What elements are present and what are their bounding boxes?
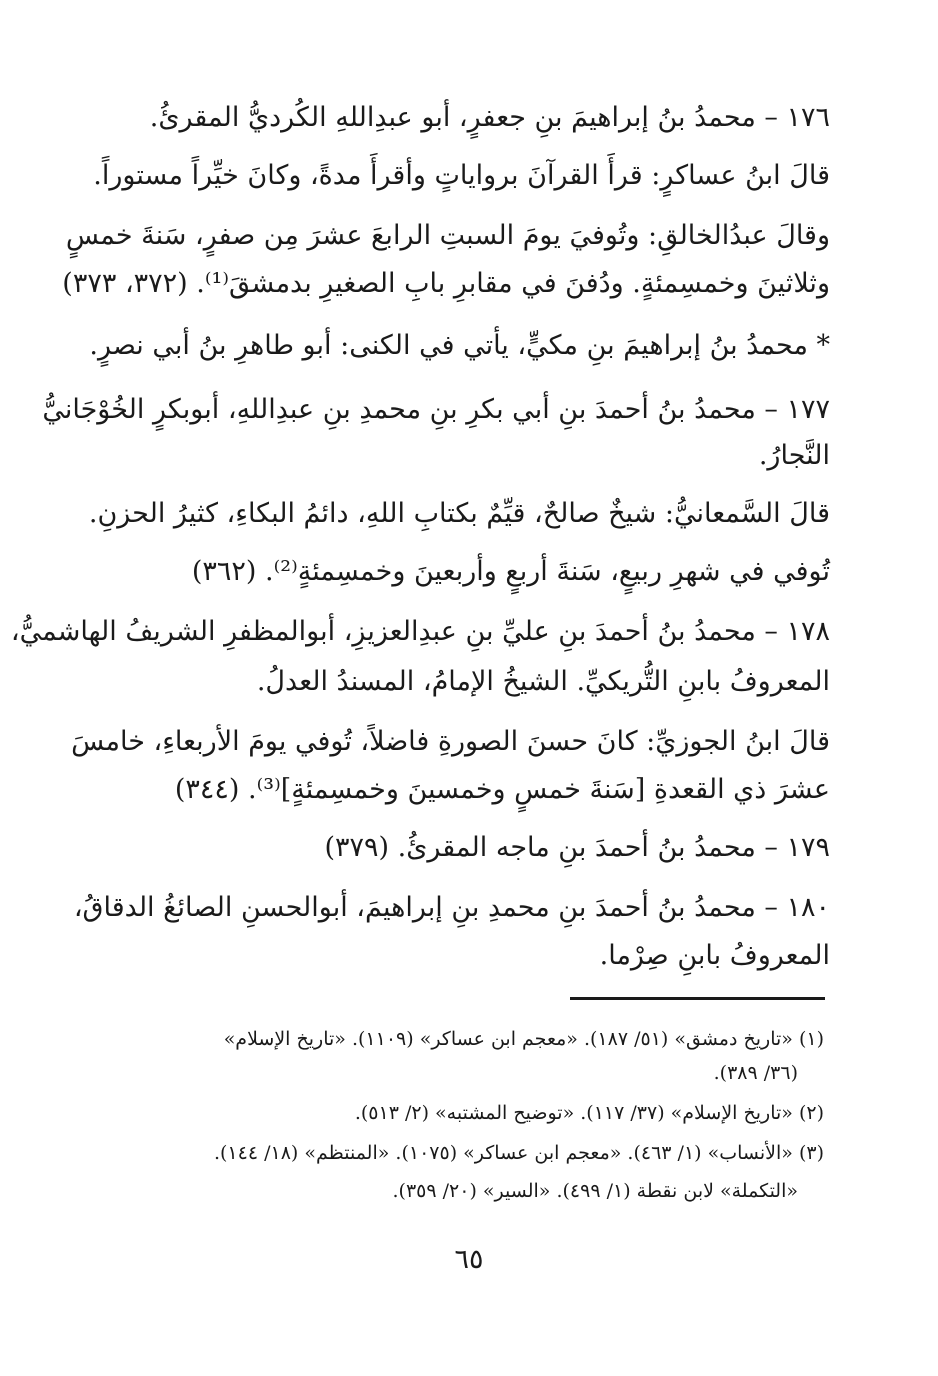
entry-178-ibn-al-jawzi: قالَ ابنُ الجوزيِّ: كانَ حسنَ الصورةِ فاضلاً، تُوفي يومَ الأربعاءِ، خامسَ (71, 726, 830, 757)
footnote-2: (٢) «تاريخ الإسلام» (٣٧/ ١١٧). «توضيح المشتبه» (٢/ ٥١٣). (354, 1102, 824, 1124)
entry-177-heading-cont: النَّجارُ. (758, 440, 830, 471)
entry-179-heading: ١٧٩ – محمدُ بنُ أحمدَ بنِ ماجه المقرئُ. (٣٧٩) (324, 832, 830, 863)
entry-178-death: عشرَ ذي القعدةِ [سَنةَ خمسٍ وخمسينَ وخمسِمئةٍ]⁽³⁾. (٣٤٤) (174, 774, 830, 805)
footnote-3: (٣) «الأنساب» (١/ ٤٦٣). «معجم ابن عساكر» (١٠٧٥). «المنتظم» (١٨/ ١٤٤). (213, 1142, 824, 1164)
entry-178-heading: ١٧٨ – محمدُ بنُ أحمدَ بنِ عليِّ بنِ عبدِالعزيزِ، أبوالمظفرِ الشريفُ الهاشميُّ، (10, 616, 830, 647)
footnote-separator (570, 997, 825, 1000)
entry-176-ibn-asakir: قالَ ابنُ عساكرٍ: قرأَ القرآنَ برواياتٍ وأقرأَ مدةً، وكانَ خيِّراً مستوراً. (93, 160, 830, 191)
entry-176-abd-al-khaliq: وقالَ عبدُالخالقِ: وتُوفيَ يومَ السبتِ الرابعَ عشرَ مِن صفرٍ، سَنةَ خمسٍ (65, 220, 830, 251)
entry-178-heading-cont: المعروفُ بابنِ التُّريكيِّ. الشيخُ الإمامُ، المسندُ العدلُ. (256, 666, 830, 697)
footnote-1: (١) «تاريخ دمشق» (٥١/ ١٨٧). «معجم ابن عساكر» (١١٠٩). «تاريخ الإسلام» (223, 1028, 824, 1050)
entry-177-heading: ١٧٧ – محمدُ بنُ أحمدَ بنِ أبي بكرِ بنِ محمدِ بنِ عبدِاللهِ، أبوبكرٍ الخُوْجَانيُّ (42, 394, 830, 425)
entry-177-death: تُوفي في شهرِ ربيعٍ، سَنةَ أربعٍ وأربعينَ وخمسِمئةٍ⁽²⁾. (٣٦٢) (191, 556, 830, 587)
entry-180-heading-cont: المعروفُ بابنِ صِرْما. (599, 940, 830, 971)
footnote-1-cont: (٣٦/ ٣٨٩). (713, 1062, 798, 1084)
cross-reference-note: * محمدُ بنُ إبراهيمَ بنِ مكيٍّ، يأتي في الكنى: أبو طاهرِ بنُ أبي نصرٍ. (89, 330, 830, 361)
entry-177-samani: قالَ السَّمعانيُّ: شيخٌ صالحٌ، قيِّمٌ بكتابِ اللهِ، دائمُ البكاءِ، كثيرُ الحزنِ. (88, 498, 830, 529)
entry-176-burial: وثلاثينَ وخمسِمئةٍ. ودُفنَ في مقابرِ بابِ الصغيرِ بدمشقَ⁽¹⁾. (٣٧٢، ٣٧٣) (62, 268, 830, 299)
entry-180-heading: ١٨٠ – محمدُ بنُ أحمدَ بنِ محمدِ بنِ إبراهيمَ، أبوالحسنِ الصائغُ الدقاقُ، (73, 892, 830, 923)
page-number: ٦٥ (454, 1244, 484, 1275)
footnote-3-cont: «التكملة» لابن نقطة (١/ ٤٩٩). «السير» (٢٠/ ٣٥٩). (392, 1180, 798, 1202)
entry-176-heading: ١٧٦ – محمدُ بنُ إبراهيمَ بنِ جعفرٍ، أبو عبدِاللهِ الكُرديُّ المقرئُ. (149, 102, 830, 133)
